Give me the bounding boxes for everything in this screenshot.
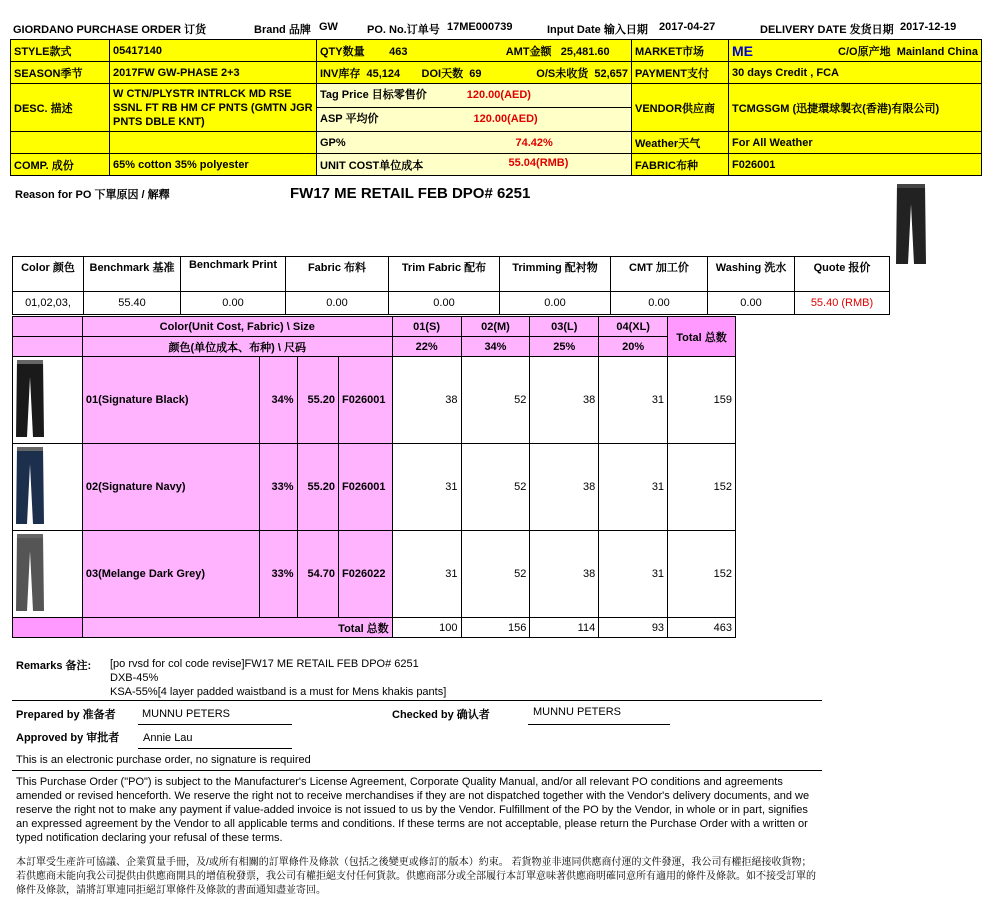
cost-value: 0.00: [286, 292, 389, 315]
po-headline: FW17 ME RETAIL FEB DPO# 6251: [290, 185, 531, 202]
qty-cell: 52: [461, 357, 530, 444]
asp-price: 120.00(AED): [473, 113, 538, 125]
cost-value: 0.00: [181, 292, 286, 315]
fabric-value: F026001: [729, 154, 982, 176]
cost-value: 0.00: [611, 292, 708, 315]
qty-cell: 31: [392, 444, 461, 531]
terms-english: This Purchase Order ("PO") is subject to the Manufacturer's License Agreement, Corporate Quality Manual, and/or all relevant PO conditions and agreements amended or revised henceforth. We reserve the right not to receive merchandises if they are not dispatched together with the Vendor's delivery documents, and we reserve the right not to make any payment if value-added invoice is not issued to us by the Vendor. Fulfillment of the PO by the Vendor, in whole or in part, signifies an expressed agreement by the Vendor to all applicable terms and conditions. If these terms are not acceptable, please return the Purchase Order with a written or typed notification declaring your refusal of these terms.: [16, 776, 810, 844]
checked-label: Checked by 确认者: [392, 709, 490, 721]
matrix-row: [13, 357, 736, 444]
cost-value: 0.00: [500, 292, 611, 315]
remark-line: KSA-55%[4 layer padded waistband is a must for Mens khakis pants]: [110, 686, 447, 698]
cost-header: Quote 报价: [795, 257, 890, 292]
grand-total-cell: 93: [599, 618, 668, 638]
input-date: 2017-04-27: [659, 21, 716, 33]
weather-value: For All Weather: [729, 132, 982, 154]
qty-cell: 38: [392, 357, 461, 444]
cost-header: Benchmark Print: [181, 257, 286, 292]
color-swatch-image: [13, 444, 83, 531]
qty-cell: 52: [461, 444, 530, 531]
qty-cell: 31: [392, 531, 461, 618]
qty-amt-cell: QTY数量 463 AMT金额 25,481.60: [317, 40, 632, 62]
approved-label: Approved by 审批者: [16, 732, 120, 744]
qty-cell: 52: [461, 531, 530, 618]
market-label: MARKET市场: [632, 40, 729, 62]
cost-header: CMT 加工价: [611, 257, 708, 292]
delivery-date: 2017-12-19: [900, 21, 957, 33]
color-swatch-image: [13, 531, 83, 618]
input-date-label: Input Date 输入日期: [547, 24, 648, 36]
season-label: SEASON季节: [11, 62, 110, 84]
season-value: 2017FW GW-PHASE 2+3: [110, 62, 317, 84]
po-number: 17ME000739: [447, 21, 513, 33]
color-cost: 54.70: [297, 531, 339, 618]
prepared-value: MUNNU PETERS: [142, 708, 231, 720]
size-header: 01(S): [392, 317, 461, 337]
tag-asp-cell: Tag Price 目标零售价 120.00(AED) ASP 平均价 120.00(AED): [317, 84, 632, 132]
matrix-row: [13, 531, 736, 618]
matrix-row: [13, 444, 736, 531]
desc-value: W CTN/PLYSTR INTRLCK MD RSE SSNL FT RB HM CF PNTS (GMTN JGR PNTS DBLE KNT): [110, 84, 317, 132]
vendor-label: VENDOR供应商: [632, 84, 729, 132]
qty-cell: 38: [530, 357, 599, 444]
qty-cell: 31: [599, 444, 668, 531]
cost-header: Benchmark 基准: [84, 257, 181, 292]
cost-header: Fabric 布料: [286, 257, 389, 292]
desc-label: DESC. 描述: [11, 84, 110, 132]
size-header: 04(XL): [599, 317, 668, 337]
qty-cell: 31: [599, 531, 668, 618]
electronic-note: This is an electronic purchase order, no signature is required: [16, 754, 311, 766]
size-header: 03(L): [530, 317, 599, 337]
size-header: 02(M): [461, 317, 530, 337]
remarks-label: Remarks 备注:: [16, 660, 92, 672]
matrix-head-zh: 颜色(单位成本、布种) \ 尺码: [82, 337, 392, 357]
grand-total-label: Total 总数: [82, 618, 392, 638]
color-pct: 33%: [260, 531, 297, 618]
color-cost: 55.20: [297, 357, 339, 444]
cost-value: 01,02,03,: [13, 292, 84, 315]
color-name: 03(Melange Dark Grey): [82, 531, 259, 618]
size-pct: 34%: [461, 337, 530, 357]
vendor-value: TCMGSGM (迅捷環球製衣(香港)有限公司): [729, 84, 982, 132]
grand-total-cell: 114: [530, 618, 599, 638]
prepared-label: Prepared by 准备者: [16, 709, 116, 721]
grand-total-cell: 100: [392, 618, 461, 638]
color-name: 01(Signature Black): [82, 357, 259, 444]
color-name: 02(Signature Navy): [82, 444, 259, 531]
unit-cost-cell: UNIT COST单位成本 55.04(RMB): [317, 154, 632, 176]
cost-header: Trimming 配衬物: [500, 257, 611, 292]
gp-value: 74.42%: [515, 136, 553, 149]
inv-doi-os-cell: INV库存 45,124 DOI天数 69 O/S未收货 52,657: [317, 62, 632, 84]
cost-header: Color 颜色: [13, 257, 84, 292]
grand-total-cell: 463: [668, 618, 736, 638]
cost-value: 0.00: [389, 292, 500, 315]
color-pct: 34%: [260, 357, 297, 444]
tag-price: 120.00(AED): [466, 89, 531, 101]
color-fabric: F026001: [339, 444, 393, 531]
po-info-table: [10, 39, 982, 176]
cost-header: Trim Fabric 配布: [389, 257, 500, 292]
comp-value: 65% cotton 35% polyester: [110, 154, 317, 176]
unit-cost-value: 55.04(RMB): [508, 156, 569, 169]
cost-value: 0.00: [708, 292, 795, 315]
size-pct: 22%: [392, 337, 461, 357]
cost-value: 55.40: [84, 292, 181, 315]
cost-header: Washing 洗水: [708, 257, 795, 292]
weather-label: Weather天气: [632, 132, 729, 154]
po-header: [13, 20, 983, 36]
checked-value: MUNNU PETERS: [533, 706, 622, 718]
fabric-label: FABRIC布种: [632, 154, 729, 176]
po-label: PO. No.订单号: [367, 24, 440, 36]
matrix-head-en: Color(Unit Cost, Fabric) \ Size: [82, 317, 392, 337]
po-title: GIORDANO PURCHASE ORDER 订货: [13, 24, 207, 36]
gp-cell: GP% 74.42%: [317, 132, 632, 154]
size-pct: 20%: [599, 337, 668, 357]
payment-value: 30 days Credit , FCA: [729, 62, 982, 84]
cost-breakdown-table: [12, 256, 890, 315]
product-pants-image: [893, 182, 929, 266]
color-cost: 55.20: [297, 444, 339, 531]
terms-chinese: 本訂單受生產許可協議、企業質量手冊，及/或所有相關的訂單條件及條款（包括之後變更或修訂的版本）約束。 若貨物並非連同供應商付運的文件發運，我公司有權拒絕接收貨物；若供應商未能向我公司提供由供應商開具的增值稅發票，我公司有權拒絕支付任何貨款。供應商部分或全部履行本訂單意味著供應商明確同意所有適用的條件及條款。如不接受訂單的條件及條款，請將訂單連同拒絕訂單條件及條款的書面通知盡並寄回。: [16, 857, 816, 896]
reason-label: Reason for PO 下單原因 / 解釋: [15, 189, 170, 201]
brand-value: GW: [319, 21, 338, 33]
delivery-date-label: DELIVERY DATE 发货日期: [760, 24, 894, 36]
row-total-cell: 152: [668, 444, 736, 531]
qty-cell: 31: [599, 357, 668, 444]
payment-label: PAYMENT支付: [632, 62, 729, 84]
color-swatch-image: [13, 357, 83, 444]
market-cell: ME C/O原产地 Mainland China: [729, 40, 982, 62]
style-label: STYLE款式: [11, 40, 110, 62]
brand-label: Brand 品牌: [254, 24, 311, 36]
comp-label: COMP. 成份: [11, 154, 110, 176]
grand-total-cell: 156: [461, 618, 530, 638]
quote-value: 55.40 (RMB): [795, 292, 890, 315]
remark-line: DXB-45%: [110, 672, 159, 684]
color-fabric: F026022: [339, 531, 393, 618]
size-color-matrix: [12, 316, 736, 638]
color-pct: 33%: [260, 444, 297, 531]
qty-cell: 38: [530, 531, 599, 618]
remark-line: [po rvsd for col code revise]FW17 ME RETAIL FEB DPO# 6251: [110, 658, 419, 670]
row-total-cell: 152: [668, 531, 736, 618]
size-pct: 25%: [530, 337, 599, 357]
approved-value: Annie Lau: [143, 732, 193, 744]
total-header: Total 总数: [668, 317, 736, 357]
row-total-cell: 159: [668, 357, 736, 444]
market-value: ME: [732, 42, 753, 59]
style-value: 05417140: [110, 40, 317, 62]
color-fabric: F026001: [339, 357, 393, 444]
qty-cell: 38: [530, 444, 599, 531]
